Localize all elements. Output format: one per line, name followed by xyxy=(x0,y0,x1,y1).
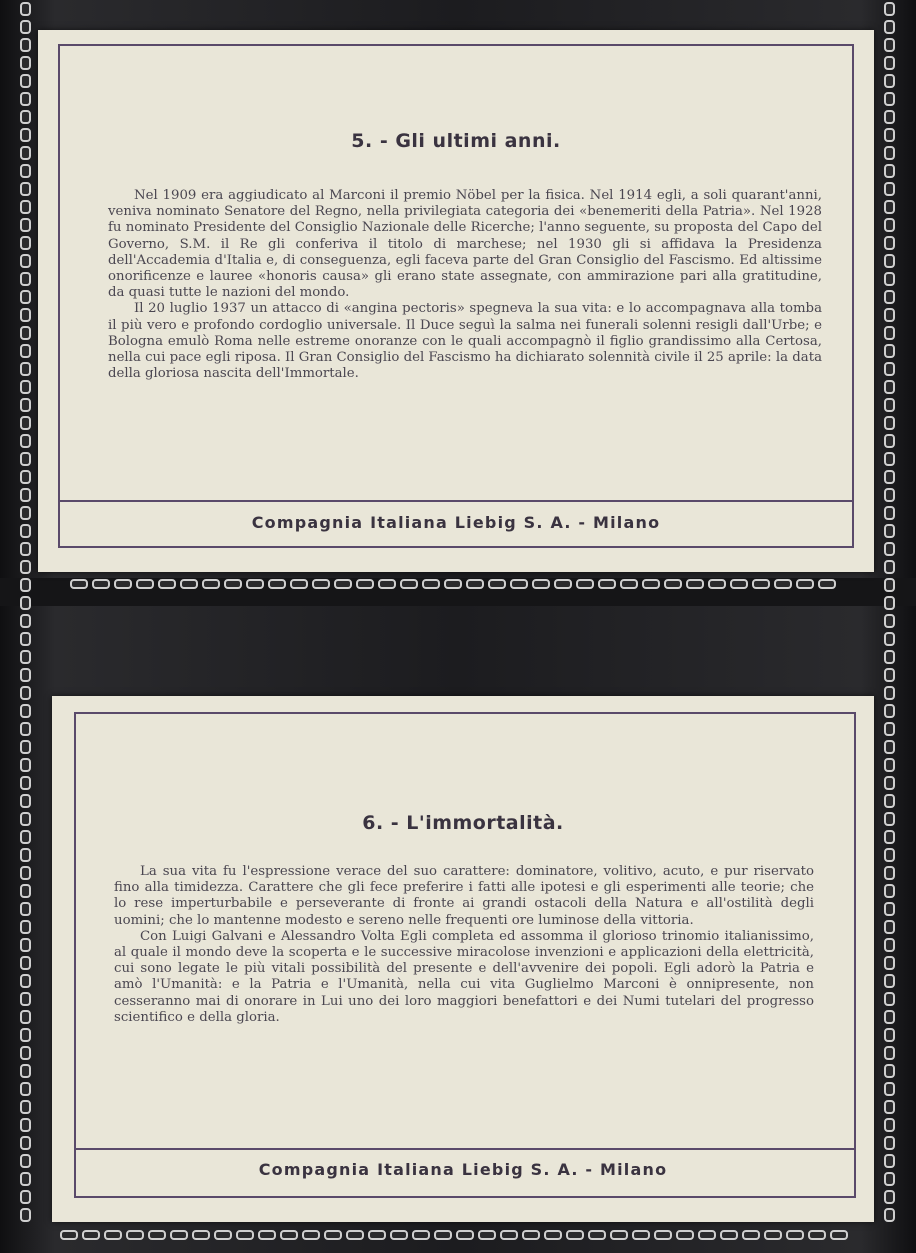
card-footer: Compagnia Italiana Liebig S. A. - Milano xyxy=(251,513,661,532)
perforation-hole xyxy=(884,1118,895,1132)
perforation-hole xyxy=(708,579,726,589)
perforation-hole xyxy=(884,56,895,70)
paragraph: Nel 1909 era aggiudicato al Marconi il premio Nöbel per la fisica. Nel 1914 egli, a soli quarant'anni, veniva nominato Senatore del Regno, nella privilegiata categoria dei «benemeriti della Patria». Nel 1928 fu nominato Presidente del Consiglio Nazionale delle Ricerche; l'anno seguente, su proposta del Capo del Governo, S.M. il Re gli conferiva il titolo di marchese; nel 1930 gli si affidava la Presidenza dell'Accademia d'Italia e, di conseguenza, egli faceva parte del Gran Consiglio del Fascismo. Ed altissime onorificenze e lauree «honoris causa» gli erano state assegnate, con ammirazione pari alla gratitudine, da quasi tutte le nazioni del mondo. xyxy=(108,188,822,301)
perforation-hole xyxy=(20,1136,31,1150)
perforation-hole xyxy=(884,758,895,772)
perforation-hole xyxy=(510,579,528,589)
perforation-hole xyxy=(202,579,220,589)
perforation-hole xyxy=(884,668,895,682)
card-body xyxy=(114,864,814,1026)
perforation-hole xyxy=(884,830,895,844)
card-title: 5. - Gli ultimi anni. xyxy=(351,130,561,152)
perforation-hole xyxy=(20,884,31,898)
perforation-hole xyxy=(324,1230,342,1240)
perforation-hole xyxy=(20,74,31,88)
perforation-hole xyxy=(20,650,31,664)
perforation-hole xyxy=(884,416,895,430)
perforation-hole xyxy=(20,326,31,340)
perforation-hole xyxy=(664,579,682,589)
sleeve-perforation-left xyxy=(20,2,31,1222)
perforation-hole xyxy=(302,1230,320,1240)
perforation-hole xyxy=(742,1230,760,1240)
perforation-hole xyxy=(92,579,110,589)
perforation-hole xyxy=(884,1208,895,1222)
perforation-hole xyxy=(136,579,154,589)
paragraph: Con Luigi Galvani e Alessandro Volta Egli completa ed assomma il glorioso trinomio italianissimo, al quale il mondo deve la scoperta e le successive miracolose invenzioni e applicazioni della elettricità, cui sono legate le più vitali possibilità del presente e dell'avvenire dei popoli. Egli adorò la Patria e amò l'Umanità: e la Patria e l'Umanità, nella cui vita Guglielmo Marconi è onnipresente, non cesseranno mai di onorare in Lui uno dei loro maggiori benefattori e dei Numi tutelari del progresso scientifico e della gloria. xyxy=(114,928,814,1025)
perforation-hole xyxy=(642,579,660,589)
perforation-hole xyxy=(632,1230,650,1240)
perforation-hole xyxy=(20,1154,31,1168)
perforation-hole xyxy=(830,1230,848,1240)
perforation-hole xyxy=(884,470,895,484)
perforation-hole xyxy=(20,992,31,1006)
perforation-hole xyxy=(356,579,374,589)
perforation-hole xyxy=(20,830,31,844)
perforation-hole xyxy=(884,578,895,592)
perforation-hole xyxy=(148,1230,166,1240)
perforation-hole xyxy=(884,380,895,394)
perforation-hole xyxy=(884,848,895,862)
perforation-hole xyxy=(20,524,31,538)
perforation-hole xyxy=(884,362,895,376)
perforation-hole xyxy=(752,579,770,589)
perforation-hole xyxy=(884,146,895,160)
perforation-hole xyxy=(884,326,895,340)
perforation-hole xyxy=(20,200,31,214)
perforation-hole xyxy=(20,704,31,718)
perforation-hole xyxy=(884,110,895,124)
perforation-hole xyxy=(20,956,31,970)
perforation-hole xyxy=(478,1230,496,1240)
perforation-hole xyxy=(192,1230,210,1240)
perforation-hole xyxy=(20,668,31,682)
perforation-hole xyxy=(884,650,895,664)
perforation-hole xyxy=(170,1230,188,1240)
perforation-hole xyxy=(312,579,330,589)
perforation-hole xyxy=(114,579,132,589)
perforation-hole xyxy=(884,20,895,34)
perforation-hole xyxy=(412,1230,430,1240)
perforation-hole xyxy=(884,2,895,16)
perforation-hole xyxy=(20,632,31,646)
perforation-hole xyxy=(180,579,198,589)
perforation-hole xyxy=(20,578,31,592)
perforation-hole xyxy=(20,272,31,286)
card-body xyxy=(108,188,822,382)
perforation-hole xyxy=(422,579,440,589)
perforation-hole xyxy=(20,848,31,862)
perforation-hole xyxy=(368,1230,386,1240)
perforation-hole xyxy=(20,128,31,142)
perforation-hole xyxy=(720,1230,738,1240)
perforation-hole xyxy=(610,1230,628,1240)
liebig-card-5 xyxy=(38,30,874,572)
paragraph: Il 20 luglio 1937 un attacco di «angina pectoris» spegneva la sua vita: e lo accompagnava alla tomba il più vero e profondo cordoglio universale. Il Duce seguì la salma nei funerali solenni resigli dall'Urbe; e Bologna emulò Roma nelle estreme onoranze con le quali accompagnò il figlio grandissimo alla Certosa, nella cui pace egli riposa. Il Gran Consiglio del Fascismo ha dichiarato solennità civile il 25 aprile: la data della gloriosa nascita dell'Immortale. xyxy=(108,301,822,382)
perforation-hole xyxy=(884,506,895,520)
perforation-hole xyxy=(884,560,895,574)
perforation-hole xyxy=(20,1100,31,1114)
perforation-hole xyxy=(224,579,242,589)
perforation-hole xyxy=(20,110,31,124)
perforation-hole xyxy=(884,290,895,304)
perforation-hole xyxy=(884,1100,895,1114)
perforation-hole xyxy=(20,236,31,250)
perforation-hole xyxy=(884,632,895,646)
perforation-hole xyxy=(456,1230,474,1240)
perforation-hole xyxy=(20,776,31,790)
perforation-hole xyxy=(20,1082,31,1096)
perforation-hole xyxy=(544,1230,562,1240)
perforation-hole xyxy=(884,1136,895,1150)
perforation-hole xyxy=(334,579,352,589)
perforation-hole xyxy=(884,74,895,88)
perforation-hole xyxy=(20,164,31,178)
perforation-hole xyxy=(20,362,31,376)
perforation-hole xyxy=(884,956,895,970)
perforation-hole xyxy=(20,542,31,556)
perforation-hole xyxy=(20,740,31,754)
perforation-hole xyxy=(884,902,895,916)
perforation-hole xyxy=(20,722,31,736)
perforation-hole xyxy=(884,344,895,358)
perforation-hole xyxy=(390,1230,408,1240)
perforation-hole xyxy=(764,1230,782,1240)
perforation-hole xyxy=(884,974,895,988)
perforation-hole xyxy=(466,579,484,589)
perforation-hole xyxy=(884,722,895,736)
perforation-hole xyxy=(280,1230,298,1240)
perforation-hole xyxy=(20,1172,31,1186)
perforation-hole xyxy=(126,1230,144,1240)
perforation-hole xyxy=(20,290,31,304)
perforation-hole xyxy=(20,686,31,700)
perforation-hole xyxy=(20,182,31,196)
perforation-hole xyxy=(884,596,895,610)
perforation-hole xyxy=(884,1046,895,1060)
perforation-hole xyxy=(70,579,88,589)
perforation-hole xyxy=(598,579,616,589)
perforation-hole xyxy=(20,1010,31,1024)
footer-rule xyxy=(74,1148,856,1150)
perforation-hole xyxy=(686,579,704,589)
perforation-hole xyxy=(884,218,895,232)
perforation-hole xyxy=(818,579,836,589)
perforation-hole xyxy=(214,1230,232,1240)
perforation-hole xyxy=(808,1230,826,1240)
perforation-hole xyxy=(884,164,895,178)
perforation-hole xyxy=(884,686,895,700)
perforation-hole xyxy=(20,920,31,934)
perforation-hole xyxy=(884,920,895,934)
perforation-hole xyxy=(20,1064,31,1078)
perforation-hole xyxy=(588,1230,606,1240)
perforation-hole xyxy=(786,1230,804,1240)
perforation-hole xyxy=(884,1028,895,1042)
perforation-hole xyxy=(884,1010,895,1024)
perforation-hole xyxy=(20,2,31,16)
perforation-hole xyxy=(290,579,308,589)
perforation-hole xyxy=(400,579,418,589)
perforation-hole xyxy=(884,308,895,322)
perforation-hole xyxy=(774,579,792,589)
perforation-hole xyxy=(20,218,31,232)
perforation-hole xyxy=(884,524,895,538)
perforation-hole xyxy=(20,20,31,34)
perforation-hole xyxy=(20,344,31,358)
paragraph: La sua vita fu l'espressione verace del suo carattere: dominatore, volitivo, acuto, e pur riservato fino alla timidezza. Carattere che gli fece preferire i fatti alle ipotesi e gli esperimenti alle teorie; che lo rese imperturbabile e perseverante di fronte ai grandi ostacoli della Natura e all'ostilità degli uomini; che lo mantenne modesto e sereno nelle frequenti ore luminose della vittoria. xyxy=(114,864,814,928)
perforation-hole xyxy=(566,1230,584,1240)
perforation-hole xyxy=(796,579,814,589)
perforation-hole xyxy=(82,1230,100,1240)
perforation-hole xyxy=(884,938,895,952)
perforation-hole xyxy=(884,1082,895,1096)
perforation-hole xyxy=(488,579,506,589)
perforation-hole xyxy=(20,1208,31,1222)
perforation-hole xyxy=(884,884,895,898)
perforation-hole xyxy=(20,1118,31,1132)
perforation-hole xyxy=(268,579,286,589)
perforation-hole xyxy=(884,740,895,754)
perforation-hole xyxy=(20,1028,31,1042)
perforation-hole xyxy=(884,794,895,808)
perforation-hole xyxy=(20,902,31,916)
perforation-hole xyxy=(20,974,31,988)
card-title: 6. - L'immortalità. xyxy=(362,812,564,834)
card-footer: Compagnia Italiana Liebig S. A. - Milano xyxy=(258,1160,668,1179)
perforation-hole xyxy=(884,992,895,1006)
perforation-hole xyxy=(884,272,895,286)
perforation-hole xyxy=(60,1230,78,1240)
perforation-hole xyxy=(20,56,31,70)
perforation-hole xyxy=(246,579,264,589)
perforation-hole xyxy=(884,1154,895,1168)
sleeve-perforation-bottom xyxy=(60,1230,848,1240)
perforation-hole xyxy=(884,1064,895,1078)
perforation-hole xyxy=(20,434,31,448)
perforation-hole xyxy=(20,758,31,772)
perforation-hole xyxy=(20,1190,31,1204)
perforation-hole xyxy=(884,704,895,718)
perforation-hole xyxy=(20,614,31,628)
perforation-hole xyxy=(884,866,895,880)
perforation-hole xyxy=(522,1230,540,1240)
perforation-hole xyxy=(434,1230,452,1240)
perforation-hole xyxy=(20,38,31,52)
footer-rule xyxy=(58,500,854,502)
perforation-hole xyxy=(654,1230,672,1240)
perforation-hole xyxy=(884,128,895,142)
sleeve-perforation-right xyxy=(884,2,895,1222)
perforation-hole xyxy=(576,579,594,589)
perforation-hole xyxy=(20,146,31,160)
perforation-hole xyxy=(884,776,895,790)
perforation-hole xyxy=(20,1046,31,1060)
perforation-hole xyxy=(20,416,31,430)
perforation-hole xyxy=(884,614,895,628)
perforation-hole xyxy=(20,812,31,826)
perforation-hole xyxy=(884,1172,895,1186)
sleeve-perforation-middle xyxy=(70,579,836,589)
perforation-hole xyxy=(20,938,31,952)
perforation-hole xyxy=(884,398,895,412)
perforation-hole xyxy=(20,380,31,394)
perforation-hole xyxy=(730,579,748,589)
perforation-hole xyxy=(884,452,895,466)
perforation-hole xyxy=(884,200,895,214)
perforation-hole xyxy=(884,38,895,52)
perforation-hole xyxy=(20,470,31,484)
perforation-hole xyxy=(884,236,895,250)
perforation-hole xyxy=(20,452,31,466)
perforation-hole xyxy=(104,1230,122,1240)
perforation-hole xyxy=(554,579,572,589)
perforation-hole xyxy=(20,866,31,880)
perforation-hole xyxy=(884,542,895,556)
perforation-hole xyxy=(20,92,31,106)
perforation-hole xyxy=(20,398,31,412)
perforation-hole xyxy=(158,579,176,589)
perforation-hole xyxy=(20,488,31,502)
perforation-hole xyxy=(884,1190,895,1204)
perforation-hole xyxy=(620,579,638,589)
perforation-hole xyxy=(884,254,895,268)
perforation-hole xyxy=(20,560,31,574)
perforation-hole xyxy=(378,579,396,589)
perforation-hole xyxy=(884,92,895,106)
perforation-hole xyxy=(884,434,895,448)
perforation-hole xyxy=(500,1230,518,1240)
liebig-card-6 xyxy=(52,696,874,1222)
perforation-hole xyxy=(532,579,550,589)
perforation-hole xyxy=(20,308,31,322)
perforation-hole xyxy=(884,488,895,502)
perforation-hole xyxy=(346,1230,364,1240)
perforation-hole xyxy=(20,794,31,808)
perforation-hole xyxy=(884,812,895,826)
perforation-hole xyxy=(258,1230,276,1240)
perforation-hole xyxy=(676,1230,694,1240)
perforation-hole xyxy=(444,579,462,589)
perforation-hole xyxy=(698,1230,716,1240)
perforation-hole xyxy=(884,182,895,196)
perforation-hole xyxy=(236,1230,254,1240)
perforation-hole xyxy=(20,254,31,268)
perforation-hole xyxy=(20,596,31,610)
perforation-hole xyxy=(20,506,31,520)
